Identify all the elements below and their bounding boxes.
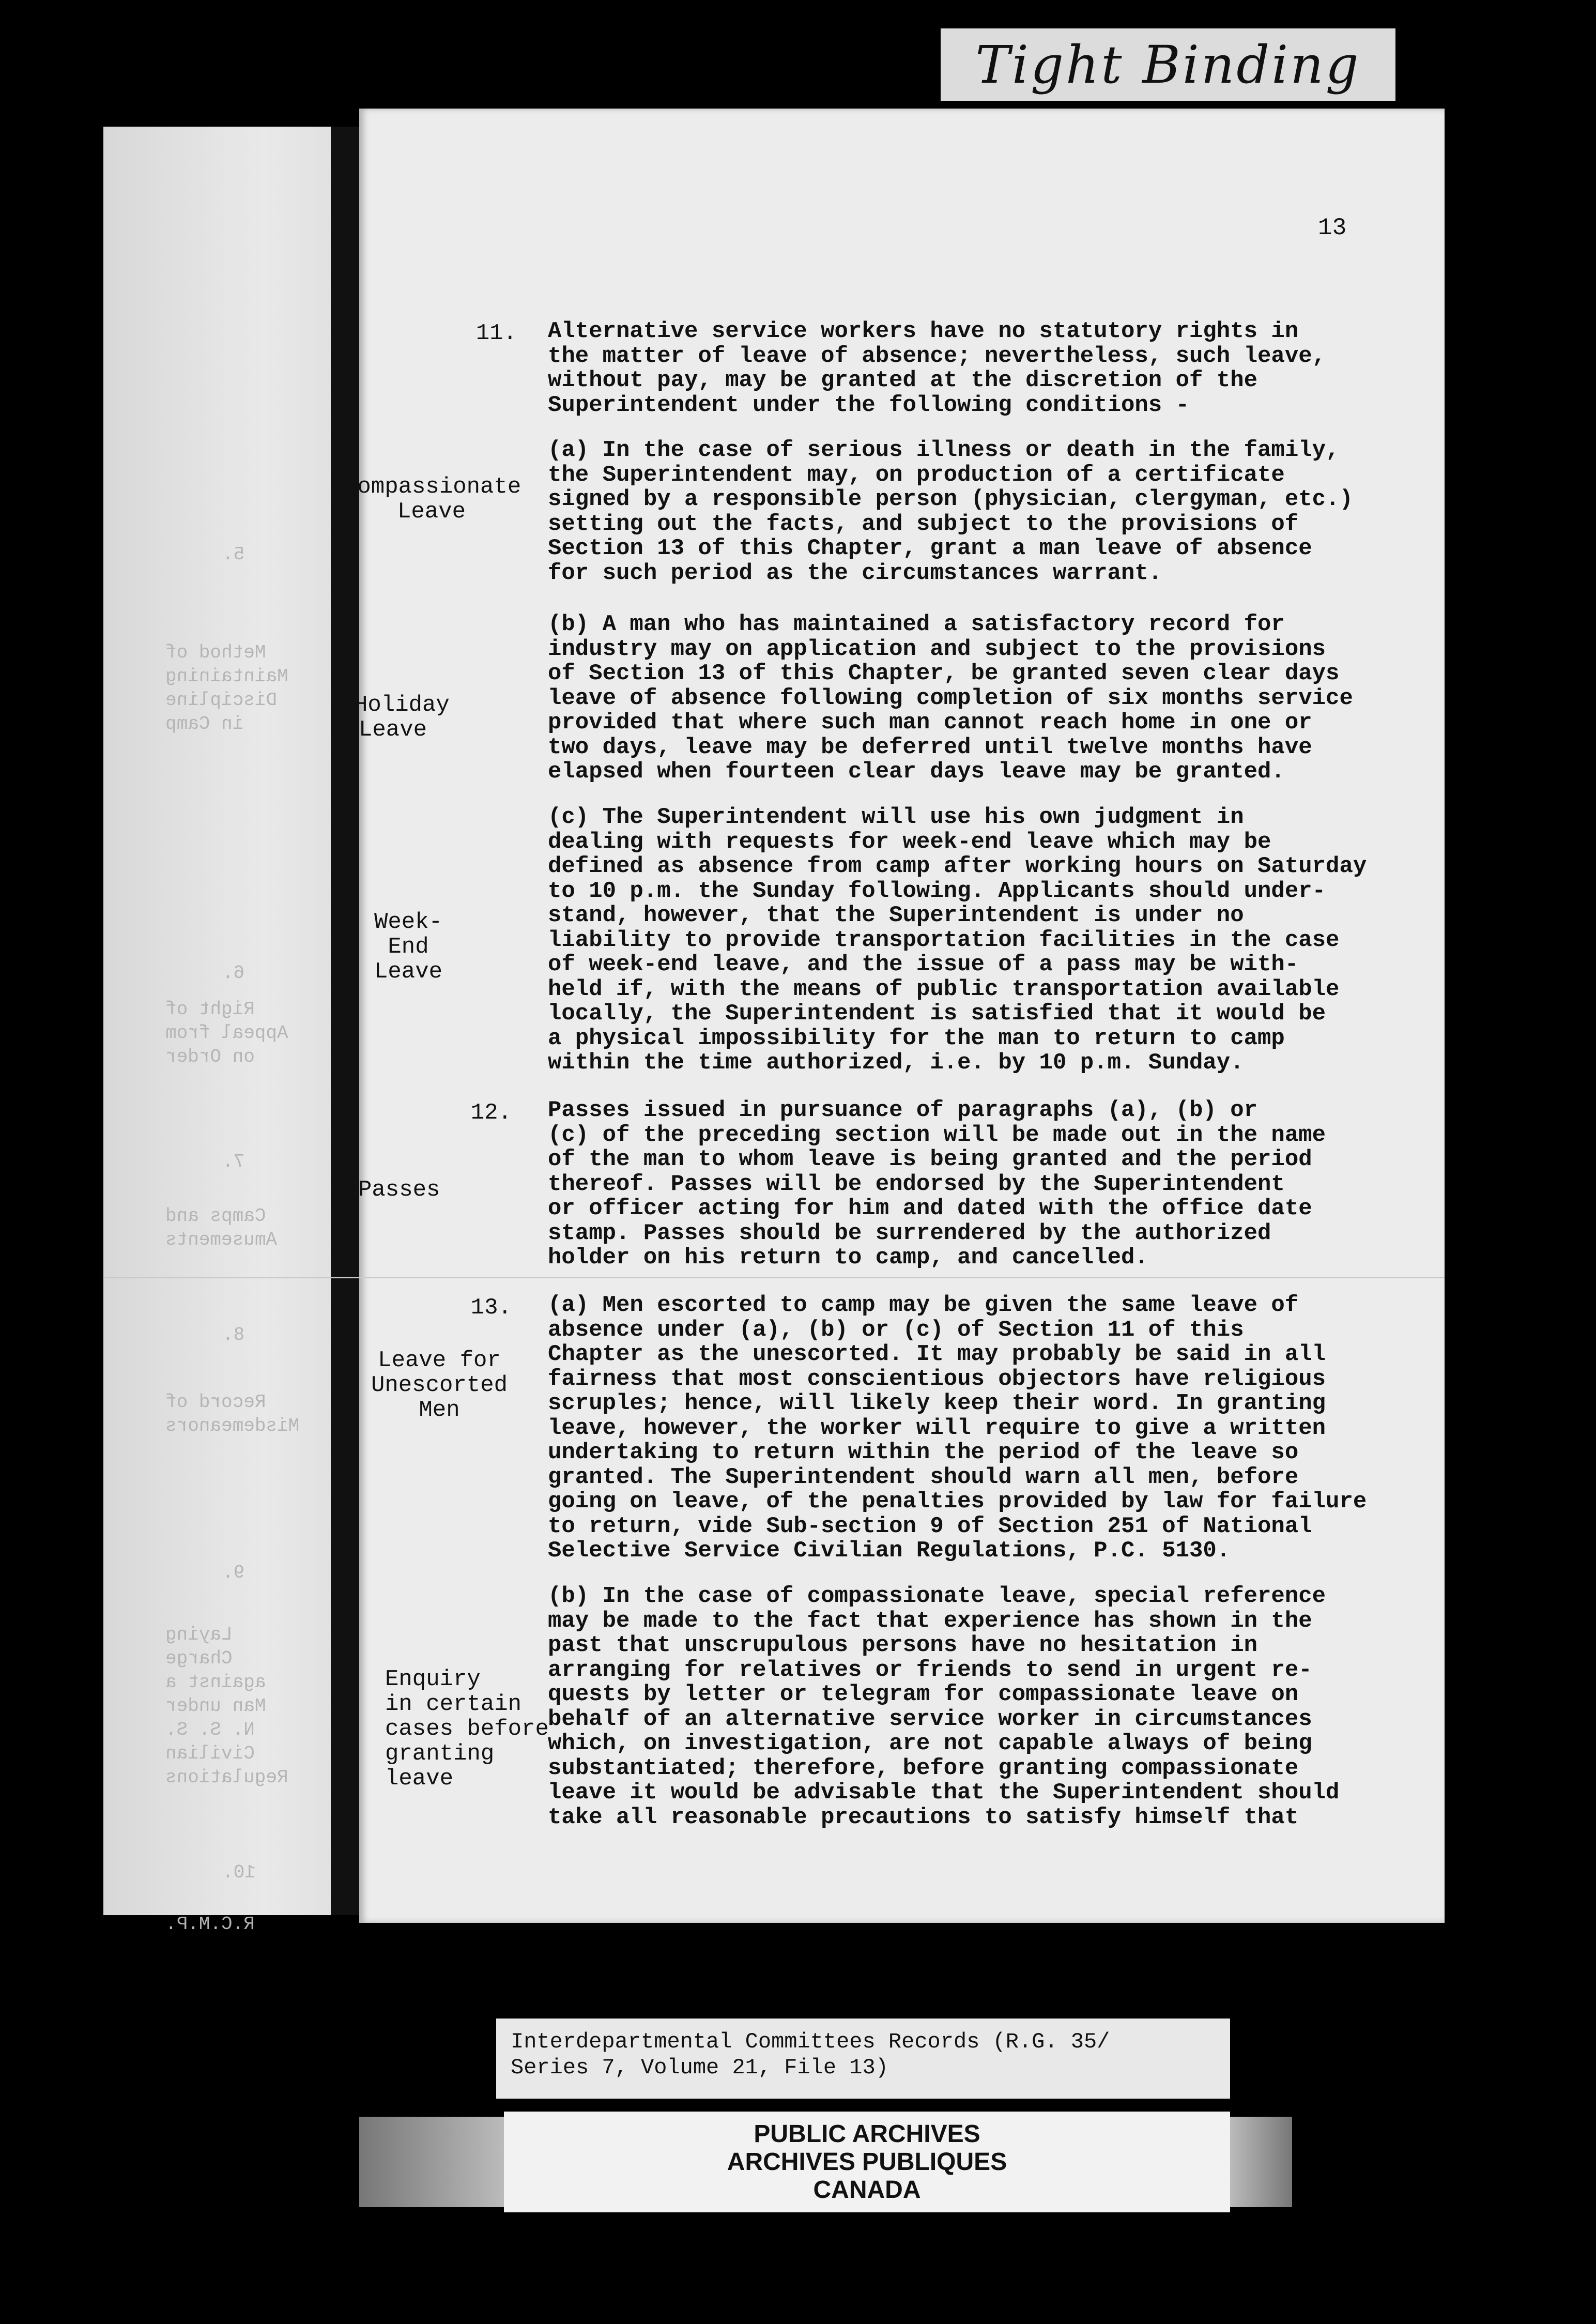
binding-fold bbox=[331, 127, 359, 1915]
stamp-bar-left bbox=[359, 2117, 504, 2207]
margin-note-leave-for-unescorted-men: Leave for Unescorted Men bbox=[371, 1348, 508, 1423]
stamp-line-1: PUBLIC ARCHIVES bbox=[754, 2120, 980, 2148]
ghost-number: 9. bbox=[222, 1562, 245, 1583]
paragraph-unescorted-men: (a) Men escorted to camp may be given the same leave of absence under (a), (b) or (c) of Section 11 of this Chapter as the unescorted. It may probably be said in all fairness that most conscientious objectors have religious scruples; hence, will likely keep their word. In granting leave, however, the worker will require to give a written undertaking to return within the period of the leave so granted. The Superintendent should warn all men, before going on leave, of the penalties provided by law for failure to return, vide Sub-section 9 of Section 251 of National Selective Service Civilian Regulations, P.C. 5130. bbox=[548, 1292, 1367, 1564]
ghost-margin-note: Right of Appeal from on Order bbox=[165, 999, 288, 1067]
stamp-line-2: ARCHIVES PUBLIQUES bbox=[727, 2148, 1007, 2176]
ghost-margin-note: R.C.M.P. bbox=[165, 1914, 255, 1935]
paragraph-enquiry: (b) In the case of compassionate leave, special reference may be made to the fact that experience has shown in the past that unscrupulous persons have no hesitation in arranging for relatives or friends to send in urgent re- quests by letter or telegram for compassionate leave on behalf of an alternative service worker in circumstances which, on investigation, are not capable always of being substantiated; therefore, before granting compassionate leave it would be advisable that the Superintendent should take all reasonable precautions to satisfy himself that bbox=[548, 1583, 1340, 1830]
ghost-margin-note: Camps and Amusements bbox=[165, 1205, 278, 1250]
stamp-line-3: CANADA bbox=[813, 2176, 921, 2204]
margin-note-holiday-leave: Holiday Leave bbox=[354, 692, 450, 743]
paragraph-passes: Passes issued in pursuance of paragraphs (a), (b) or (c) of the preceding section will be made out in the name of the man to whom leave is being granted and the period thereof. Passes will be endorsed by the Superintendent or officer acting for him and dated with the office date stamp. Passes should be surrendered by the authorized holder on his return to camp, and cancelled. bbox=[548, 1097, 1326, 1271]
archives-stamp bbox=[504, 2112, 1230, 2212]
ghost-number: 6. bbox=[222, 962, 245, 984]
stamp-bar-right bbox=[1230, 2117, 1292, 2207]
ghost-margin-note: Laying Charge against a Man under N. S. S. Civilian Regulations bbox=[165, 1624, 288, 1788]
records-reference-label: Interdepartmental Committees Records (R.G. 35/ Series 7, Volume 21, File 13) bbox=[496, 2019, 1230, 2099]
margin-note-enquiry: Enquiry in certain cases before granting leave bbox=[385, 1666, 549, 1792]
binding-label: Tight Binding bbox=[941, 28, 1395, 101]
ghost-margin-note: Method of Maintaining Discipline in Camp bbox=[165, 642, 288, 735]
ghost-number: 10. bbox=[222, 1862, 256, 1883]
section-number-12: 12. bbox=[470, 1100, 512, 1126]
section-number-13: 13. bbox=[470, 1295, 512, 1321]
margin-note-passes: Passes bbox=[358, 1177, 440, 1203]
section-number-11: 11. bbox=[475, 320, 517, 346]
paragraph-week-end-leave: (c) The Superintendent will use his own judgment in dealing with requests for week-end leave which may be defined as absence from camp after working hours on Saturday to 10 p.m. the Sunday following. Applicants should under- stand, however, that the Superintendent is under no liability to provide transportation facilities in the case of week-end leave, and the issue of a pass may be with- held if, with the means of public transportation available locally, the Superintendent is satisfied that it would be a physical impossibility for the man to return to camp within the time authorized, i.e. by 10 p.m. Sunday. bbox=[548, 804, 1367, 1076]
paragraph-holiday-leave: (b) A man who has maintained a satisfactory record for industry may on application and subject to the provisions of Section 13 of this Chapter, be granted seven clear days leave of absence following completion of six months service provided that where such man cannot reach home in one or two days, leave may be deferred until twelve months have elapsed when fourteen clear days leave may be granted. bbox=[548, 611, 1353, 785]
margin-note-compassionate-leave: Compassionate Leave bbox=[344, 474, 521, 525]
ghost-number: 8. bbox=[222, 1324, 245, 1346]
section-11-intro: Alternative service workers have no statutory rights in the matter of leave of absence; nevertheless, such leave, without pay, may be granted at the discretion of the Superintendent under the following conditions - bbox=[548, 318, 1326, 418]
ghost-margin-note: Record of Misdemeanors bbox=[165, 1392, 300, 1436]
ghost-number: 5. bbox=[222, 544, 245, 565]
margin-note-week-end-leave: Week-End Leave bbox=[374, 909, 443, 985]
ghost-number: 7. bbox=[222, 1151, 245, 1172]
page-number: 13 bbox=[1318, 215, 1347, 241]
paragraph-compassionate-leave: (a) In the case of serious illness or death in the family, the Superintendent may, on production of a certificate signed by a responsible person (physician, clergyman, etc.) setting out the facts, and subject to the provisions of Section 13 of this Chapter, grant a man leave of absence for such period as the circumstances warrant. bbox=[548, 437, 1353, 586]
paper-crease bbox=[103, 1277, 1445, 1278]
